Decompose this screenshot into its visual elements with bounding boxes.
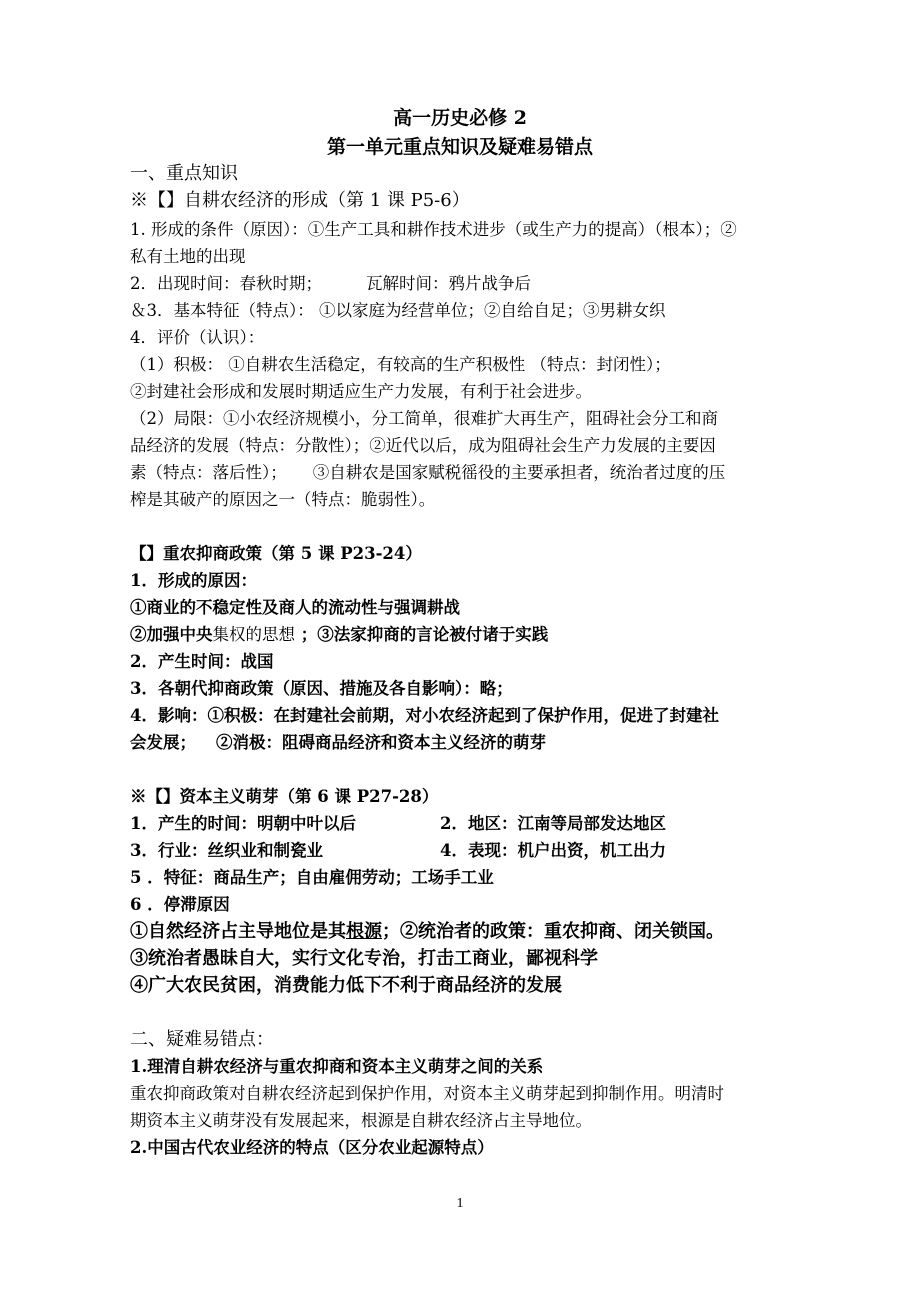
text-line: 1．形成的原因： <box>130 571 257 590</box>
topic-heading-self-farming-economy: ※【】自耕农经济的形成（第 1 课 P5-6） <box>130 190 470 211</box>
text-line: 榨是其破产的原因之一（特点：脆弱性）。 <box>130 490 436 509</box>
stagnation-reason-1c: ；②统治者的政策：重农抑商、闭关锁国。 <box>382 921 724 942</box>
text-line <box>130 270 800 297</box>
stagnation-root-cause: 根源 <box>346 921 382 942</box>
section-heading-key-knowledge: 一、重点知识 <box>130 163 238 184</box>
document-subtitle: 第一单元重点知识及疑难易错点 <box>326 136 593 158</box>
text-line: 重农抑商政策对自耕农经济起到保护作用，对资本主义萌芽起到抑制作用。明清时 <box>130 1084 724 1103</box>
text-line: 品经济的发展（特点：分散性）；②近代以后，成为阻碍社会生产力发展的主要因 <box>130 436 716 455</box>
negative-impact: ②消极：阻碍商品经济和资本主义经济的萌芽 <box>216 733 546 752</box>
text-line <box>130 459 800 486</box>
text-line: 4．评价（认识）： <box>130 328 265 347</box>
text-line: ④广大农民贫困，消费能力低下不利于商品经济的发展 <box>130 975 562 996</box>
difficult-point-heading-2: 2.中国古代农业经济的特点（区分农业起源特点） <box>130 1138 494 1157</box>
text-line: 5 ．特征：商品生产；自由雇佣劳动；工场手工业 <box>130 868 494 887</box>
centralization-b: 集权的思想 <box>212 625 295 644</box>
text-line: ②封建社会形成和发展时期适应生产力发展，有利于社会进步。 <box>130 382 592 401</box>
text-line: 2．地区：江南等局部发达地区 <box>440 814 666 833</box>
burden-note: ③自耕农是国家赋税徭役的主要承担者，统治者过度的压 <box>312 463 726 482</box>
text-line: ③统治者愚昧自大，实行文化专治，打击工商业，鄙视科学 <box>130 948 598 969</box>
stagnation-reason-1a: ①自然经济占主导地位是其 <box>130 921 346 942</box>
collapse-time: 瓦解时间：鸦片战争后 <box>366 274 531 293</box>
text-line: ①商业的不稳定性及商人的流动性与强调耕战 <box>130 598 460 617</box>
text-line: （1）积极： ①自耕农生活稳定，有较高的生产积极性 （特点：封闭性）； <box>130 355 671 374</box>
topic-heading-agriculture-policy: 【】重农抑商政策（第 5 课 P23-24） <box>130 544 422 563</box>
appearance-time: 2．出现时间：春秋时期； <box>130 274 322 293</box>
topic-heading-capitalism-sprouts: ※【】资本主义萌芽（第 6 课 P27-28） <box>130 787 439 806</box>
page-number: 1 <box>456 1196 464 1211</box>
text-line: 1. 形成的条件（原因）：①生产工具和耕作技术进步（或生产力的提高）（根本）；② <box>130 220 737 239</box>
text-line: （2）局限：①小农经济规模小，分工简单，很难扩大再生产，阻碍社会分工和商 <box>130 409 718 428</box>
text-line: 2．产生时间：战国 <box>130 652 274 671</box>
text-line: 3．各朝代抑商政策（原因、措施及各自影响）：略； <box>130 679 513 698</box>
text-line: 6 ．停滞原因 <box>130 895 230 914</box>
centralization-a: ②加强中央 <box>130 625 213 644</box>
difficult-point-heading-1: 1.理清自耕农经济与重农抑商和资本主义萌芽之间的关系 <box>130 1057 544 1076</box>
text-line <box>130 729 800 756</box>
text-line: 4．影响：①积极：在封建社会前期，对小农经济起到了保护作用，促进了封建社 <box>130 706 719 725</box>
text-line: ＆3．基本特征（特点）： ①以家庭为经营单位；②自给自足；③男耕女织 <box>130 301 666 320</box>
document-title: 高一历史必修 2 <box>393 107 527 129</box>
text-line: 期资本主义萌芽没有发展起来，根源是自耕农经济占主导地位。 <box>130 1111 592 1130</box>
legalist-note: ；③法家抑商的言论被付诸于实践 <box>295 625 549 644</box>
social-development: 会发展； <box>130 733 196 752</box>
section-heading-difficult-points: 二、疑难易错点： <box>130 1029 274 1050</box>
text-line: 私有土地的出现 <box>130 247 246 266</box>
text-line: 3．行业：丝织业和制瓷业 <box>130 841 323 860</box>
text-line: 4．表现：机户出资，机工出力 <box>440 841 666 860</box>
text-line <box>130 918 800 945</box>
text-line <box>130 621 800 648</box>
text-line: 1．产生的时间：明朝中叶以后 <box>130 814 356 833</box>
backwardness-note: 素（特点：落后性）； <box>130 463 287 482</box>
